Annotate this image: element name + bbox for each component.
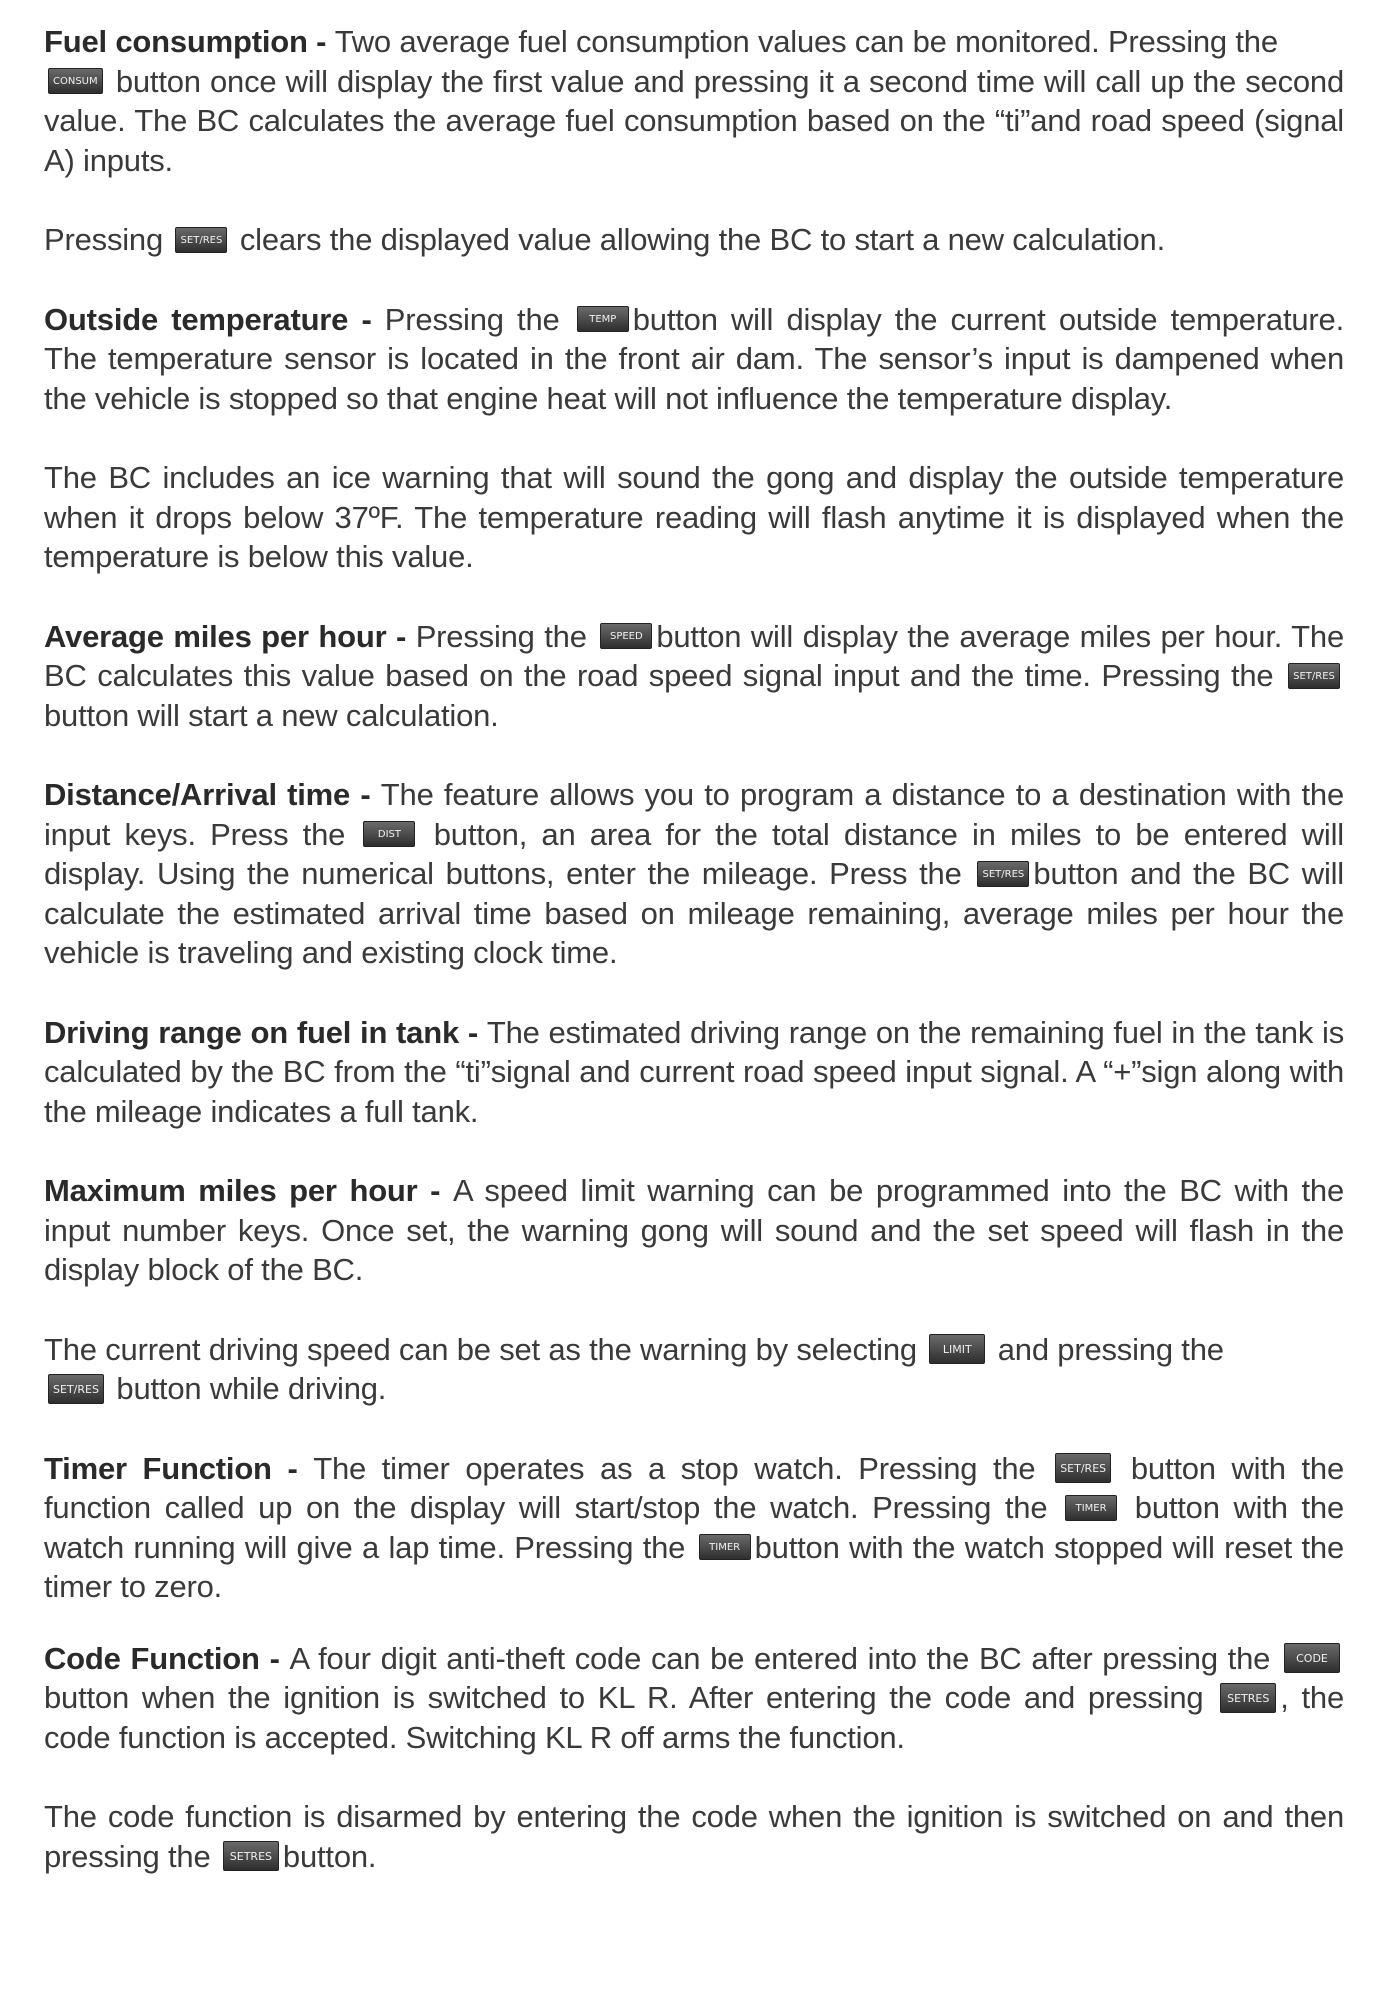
outside-temperature-paragraph xyxy=(44,300,1344,419)
timer-key-icon: TIMER xyxy=(1065,1495,1117,1521)
code-disarm-paragraph xyxy=(44,1797,1344,1876)
timer-text-1: The timer operates as a stop watch. Pressing the xyxy=(313,1450,1052,1486)
maximum-mph-paragraph xyxy=(44,1171,1344,1290)
distance-arrival-heading: Distance/Arrival time - xyxy=(44,777,381,812)
driving-range-paragraph xyxy=(44,1013,1344,1132)
speed-key-icon: SPEED xyxy=(600,623,652,649)
driving-range-heading: Driving range on fuel in tank - xyxy=(44,1014,487,1050)
consum-key-icon: CONSUM xyxy=(48,68,103,94)
avg-text-3: button will start a new calculation. xyxy=(44,697,499,733)
setres-key-icon: SET/RES xyxy=(175,227,227,253)
current-text-1: The current driving speed can be set as the warning by selecting xyxy=(44,1331,926,1367)
outside-text-2: button will display the current outside temperature. The temperature sensor is located in the front air dam. The sensor’s input is dampened when the vehicle is stopped so that engine heat will not influence the temperature display. xyxy=(44,301,1344,416)
avg-text-2: button will display the average miles per hour. The BC calculates this value based on the road speed signal input and the time. Pressing the xyxy=(44,618,1344,693)
fuel-consumption-paragraph xyxy=(44,22,1344,180)
fuel-consumption-heading: Fuel consumption - xyxy=(44,24,335,59)
dist-text-2: button, an area for the total distance in miles to be entered will display. Using the numerical buttons, enter the mileage. Press the xyxy=(44,816,1344,891)
maximum-mph-heading: Maximum miles per hour - xyxy=(44,1173,453,1208)
avg-text-1: Pressing the xyxy=(415,618,597,654)
timer-function-paragraph xyxy=(44,1449,1344,1607)
limit-key-icon: LIMIT xyxy=(929,1334,985,1364)
range-text: The estimated driving range on the remaining fuel in the tank is calculated by the BC from the “ti”signal and current road speed input signal. A “+”sign along with the mileage indicates a full tank. xyxy=(44,1014,1344,1129)
disarm-text-1: The code function is disarmed by entering the code when the ignition is switched on and then pressing the xyxy=(44,1799,1344,1874)
setres-key-icon: SET/RES xyxy=(1055,1453,1111,1483)
distance-arrival-paragraph xyxy=(44,775,1344,973)
ice-warning-paragraph xyxy=(44,458,1344,577)
code-text-3: , the code function is accepted. Switching KL R off arms the function. xyxy=(44,1680,1344,1755)
setres-key-icon: SET/RES xyxy=(48,1374,104,1404)
timer-text-4: button with the watch stopped will reset the timer to zero. xyxy=(44,1529,1344,1604)
timer-key-icon: TIMER xyxy=(699,1534,751,1560)
max-text: A speed limit warning can be programmed into the BC with the input number keys. Once set, the warning gong will sound and the set speed will flash in the display block of the BC. xyxy=(44,1173,1345,1287)
dist-key-icon: DIST xyxy=(363,821,415,847)
timer-text-2: button with the function called up on the display will start/stop the watch. Pressing the xyxy=(44,1450,1344,1525)
code-function-paragraph xyxy=(44,1639,1344,1758)
temp-key-icon: TEMP xyxy=(577,306,629,332)
setres-key-icon: SET/RES xyxy=(977,861,1029,887)
code-text-2: button when the ignition is switched to KL R. After entering the code and pressing xyxy=(44,1680,1217,1715)
outside-text-1: Pressing the xyxy=(384,301,573,337)
setres-key-icon: SET/RES xyxy=(1288,663,1340,689)
outside-temperature-heading: Outside temperature - xyxy=(44,301,385,337)
average-mph-paragraph xyxy=(44,617,1344,736)
pressing-paragraph xyxy=(44,220,1344,260)
dist-text-3: button and the BC will calculate the estimated arrival time based on mileage remaining, average miles per hour the vehicle is traveling and existing clock time. xyxy=(44,856,1344,970)
dist-text-1: The feature allows you to program a distance to a destination with the input keys. Press the xyxy=(44,777,1344,852)
average-mph-heading: Average miles per hour - xyxy=(44,618,416,654)
fuel-text-2: button once will display the first value and pressing it a second time will call up the second value. The BC calculates the average fuel consumption based on the “ti”and road speed (signal A) inputs. xyxy=(44,63,1344,178)
current-text-2: and pressing the xyxy=(989,1331,1224,1367)
timer-text-3: button with the watch running will give a lap time. Pressing the xyxy=(44,1490,1344,1565)
disarm-text-2: button. xyxy=(282,1838,377,1874)
fuel-text-1: Two average fuel consumption values can be monitored. Pressing the xyxy=(334,24,1278,59)
current-text-3: button while driving. xyxy=(108,1371,387,1406)
manual-page xyxy=(44,22,1344,1916)
ice-warning-text: The BC includes an ice warning that will sound the gong and display the outside temperature when it drops below 37ºF. The temperature reading will flash anytime it is displayed when the temperature is below this value. xyxy=(44,460,1344,574)
code-key-icon: CODE xyxy=(1284,1643,1340,1673)
current-speed-paragraph xyxy=(44,1330,1344,1409)
timer-function-heading: Timer Function - xyxy=(44,1450,314,1486)
setres-key-icon: SETRES xyxy=(223,1841,279,1871)
pressing-text-1: Pressing xyxy=(44,222,172,257)
setres-key-icon: SETRES xyxy=(1220,1683,1276,1713)
pressing-text-2: clears the displayed value allowing the BC to start a new calculation. xyxy=(231,222,1165,257)
code-text-1: A four digit anti-theft code can be entered into the BC after pressing the xyxy=(289,1640,1280,1676)
code-function-heading: Code Function - xyxy=(44,1640,290,1676)
